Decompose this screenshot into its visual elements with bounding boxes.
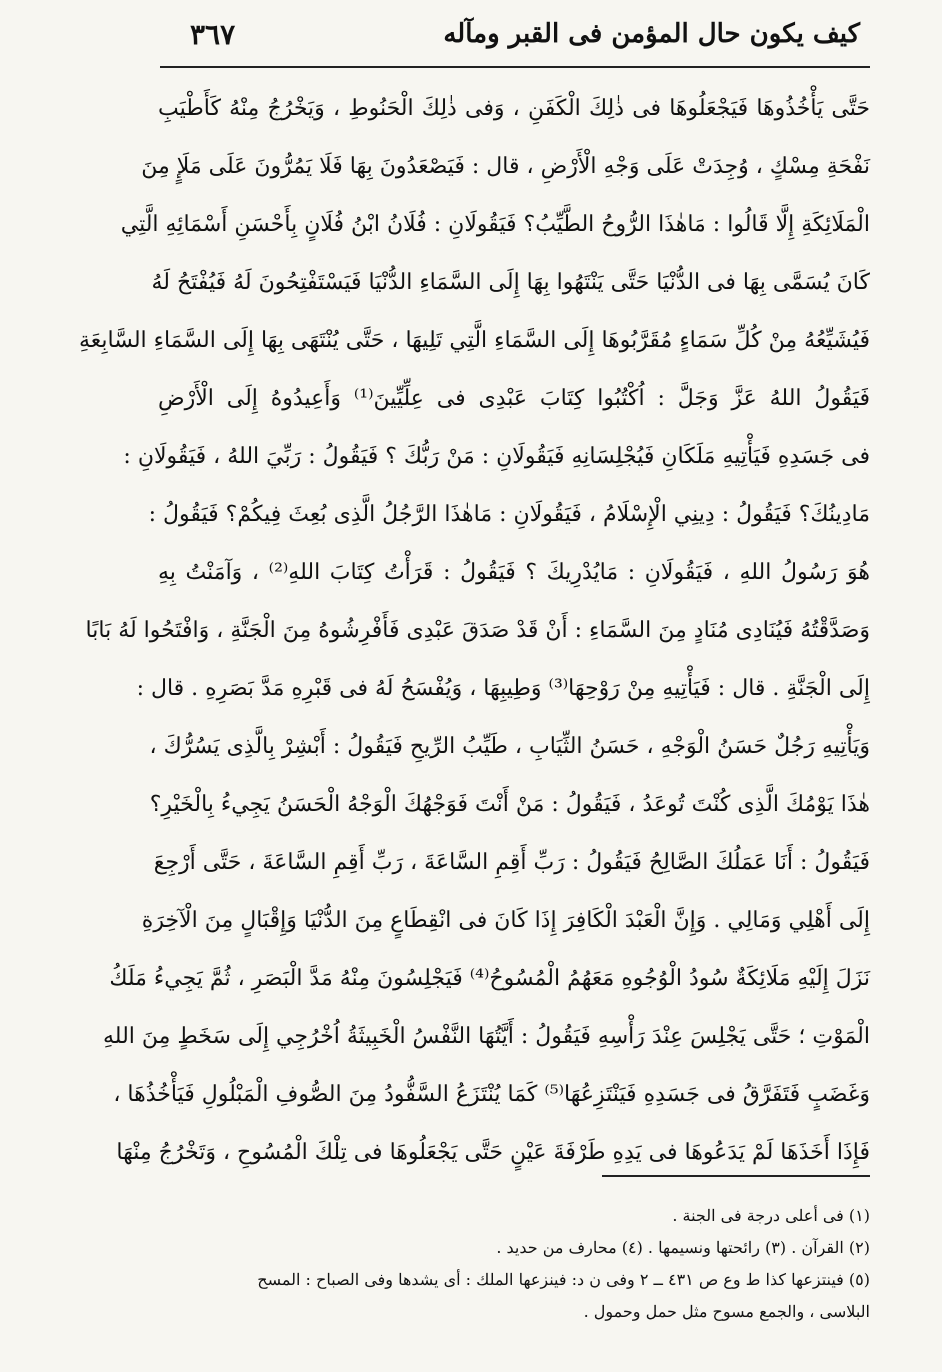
text-line: هُوَ رَسُولُ اللهِ ، فَيَقُولَانِ : مَايُدْرِيكَ ؟ فَيَقُولُ : قَرَأْتُ كِتَابَ اللهِ⁽²⁾ ، وَآمَنْتُ بِهِ	[158, 560, 870, 585]
text-line: وَغَضَبٍ فَتَفَرَّقُ فى جَسَدِهِ فَيَنْتَزِعُهَا⁽⁵⁾ كَمَا يُنْتَزَعُ السَّفُّودُ مِنَ الصُّوفِ الْمَبْلُولِ فَيَأْخُذُهَا ،	[113, 1082, 870, 1107]
text-line: وَصَدَّقْتُهُ فَيُنَادِى مُنَادٍ مِنَ السَّمَاءِ : أَنْ قَدْ صَدَقَ عَبْدِى فَأَفْرِشُوهُ مِنَ الْجَنَّةِ ، وَافْتَحُوا لَهُ بَابًا	[85, 618, 870, 643]
text-line: الْمَلَائِكَةِ إِلَّا قَالُوا : مَاهٰذَا الرُّوحُ الطَّيِّبُ؟ فَيَقُولَانِ : فُلَانُ ابْنُ فُلَانٍ بِأَحْسَنِ أَسْمَائِهِ الَّتِي	[120, 212, 870, 237]
footnote: (١) فى أعلى درجة فى الجنة .	[672, 1206, 870, 1225]
main-text	[78, 80, 870, 1182]
text-line: إِلَى الْجَنَّةِ . قال : فَيَأْتِيهِ مِنْ رَوْحِهَا⁽³⁾ وَطِيبِهَا ، وَيُفْسَحُ لَهُ فى قَبْرِهِ مَدَّ بَصَرِهِ . قال :	[136, 676, 870, 701]
text-line: حَتَّى يَأْخُذُوهَا فَيَجْعَلُوهَا فى ذٰلِكَ الْكَفَنِ ، وَفى ذٰلِكَ الْحَنُوطِ ، وَيَخْرُجُ مِنْهُ كَأَطْيَبِ	[158, 96, 870, 121]
footnote: (٢) القرآن . (٣) رائحتها ونسيمها . (٤) محارف من حديد .	[496, 1238, 870, 1257]
text-line: فَيَقُولُ اللهُ عَزَّ وَجَلَّ : اُكْتُبُوا كِتَابَ عَبْدِى فى عِلِّيِّينَ⁽¹⁾ وَأَعِيدُوهُ إِلَى الْأَرْضِ	[158, 386, 870, 411]
page-title: كيف يكون حال المؤمن فى القبر ومآله	[443, 19, 860, 49]
footnotes	[158, 1200, 870, 1328]
text-line: هٰذَا يَوْمُكَ الَّذِى كُنْتَ تُوعَدُ ، فَيَقُولُ : مَنْ أَنْتَ فَوَجْهُكَ الْوَجْهُ الْحَسَنُ يَجِيءُ بِالْخَيْرِ؟	[149, 792, 870, 817]
text-line: فَإِذَا أَخَذَهَا لَمْ يَدَعُوهَا فى يَدِهِ طَرْفَةَ عَيْنٍ حَتَّى يَجْعَلُوهَا فى تِلْكَ الْمُسُوحِ ، وَتَخْرُجُ مِنْهَا	[116, 1140, 870, 1165]
text-line: فَيُشَيِّعُهُ مِنْ كُلِّ سَمَاءٍ مُقَرَّبُوهَا إِلَى السَّمَاءِ الَّتِي تَلِيهَا ، حَتَّى يُنْتَهَى بِهَا إِلَى السَّمَاءِ السَّابِعَةِ	[78, 328, 870, 353]
text-line: فى جَسَدِهِ فَيَأْتِيهِ مَلَكَانِ فَيُجْلِسَانِهِ فَيَقُولَانِ : مَنْ رَبُّكَ ؟ فَيَقُولُ : رَبِّيَ اللهُ ، فَيَقُولَانِ :	[123, 444, 870, 469]
text-line: نَفْحَةِ مِسْكٍ ، وُجِدَتْ عَلَى وَجْهِ الْأَرْضِ ، قال : فَيَصْعَدُونَ بِهَا فَلَا يَمُرُّونَ عَلَى مَلَإٍ مِنَ	[141, 154, 870, 179]
text-line: فَيَقُولُ : أَنَا عَمَلُكَ الصَّالِحُ فَيَقُولُ : رَبِّ أَقِمِ السَّاعَةَ ، رَبِّ أَقِمِ السَّاعَةَ ، حَتَّى أَرْجِعَ	[153, 850, 870, 875]
text-line: وَيَأْتِيهِ رَجُلٌ حَسَنُ الْوَجْهِ ، حَسَنُ الثِّيَابِ ، طَيِّبُ الرِّيحِ فَيَقُولُ : أَبْشِرْ بِالَّذِى يَسُرُّكَ ،	[149, 734, 870, 759]
page-number: ٣٦٧	[190, 17, 236, 51]
text-line: الْمَوْتِ ؛ حَتَّى يَجْلِسَ عِنْدَ رَأْسِهِ فَيَقُولُ : أَيَّتُهَا النَّفْسُ الْخَبِيثَةُ اُخْرُجِي إِلَى سَخَطٍ مِنَ اللهِ	[102, 1024, 870, 1049]
header-divider	[160, 66, 870, 68]
text-line: نَزَلَ إِلَيْهِ مَلَائِكَةٌ سُودُ الْوُجُوهِ مَعَهُمُ الْمُسُوحُ⁽⁴⁾ فَيَجْلِسُونَ مِنْهُ مَدَّ الْبَصَرِ ، ثُمَّ يَجِيءُ مَلَكُ	[109, 966, 870, 991]
text-line: مَادِينُكَ؟ فَيَقُولُ : دِينِي الْإِسْلَامُ ، فَيَقُولَانِ : مَاهٰذَا الرَّجُلُ الَّذِى بُعِثَ فِيكُمْ؟ فَيَقُولُ :	[148, 502, 870, 527]
footnote: البلاسى ، والجمع مسوح مثل حمل وحمول .	[583, 1302, 870, 1321]
footnote-divider	[602, 1175, 870, 1177]
text-line: إِلَى أَهْلِي وَمَالِي . وَإِنَّ الْعَبْدَ الْكَافِرَ إِذَا كَانَ فى انْقِطَاعٍ مِنَ الدُّنْيَا وَإِقْبَالٍ مِنَ الْآخِرَةِ	[141, 908, 870, 933]
running-header	[160, 14, 860, 54]
footnote: (٥) فينتزعها كذا ط وع ص ٤٣١ ــ ٢ وفى ن د: فينزعها الملك : أى يشدها وفى الصباح : المسح	[257, 1270, 870, 1289]
text-line: كَانَ يُسَمَّى بِهَا فى الدُّنْيَا حَتَّى يَنْتَهُوا بِهَا إِلَى السَّمَاءِ الدُّنْيَا فَيَسْتَفْتِحُونَ لَهُ فَيُفْتَحُ لَهُ	[151, 270, 870, 295]
